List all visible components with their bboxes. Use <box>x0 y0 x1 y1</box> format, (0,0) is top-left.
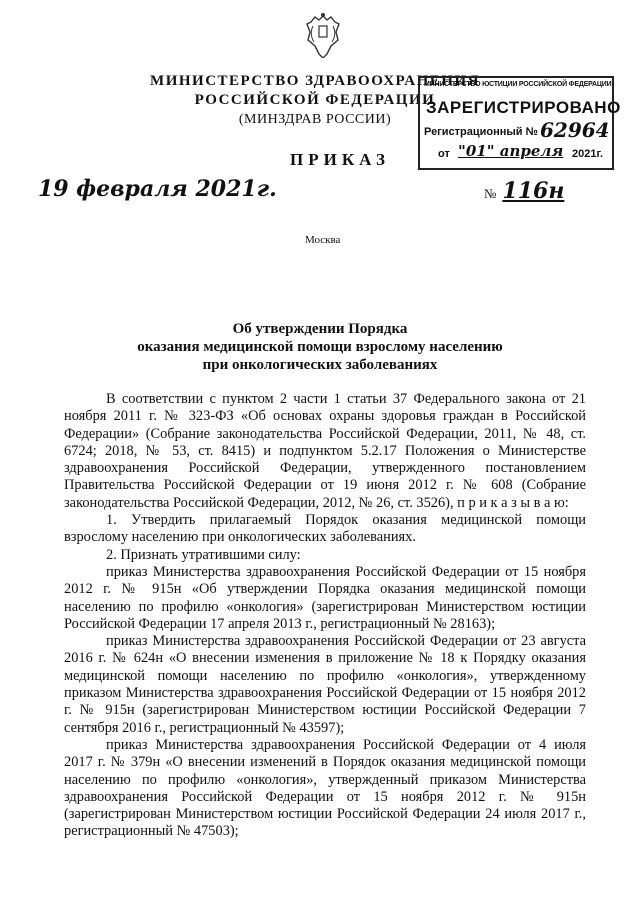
stamp-date-hand: "01" апреля <box>458 142 564 160</box>
item-1-paragraph: 1. Утвердить прилагаемый Порядок оказания медицинской помощи взрослому населению при онкологических заболеваниях. <box>64 512 586 546</box>
stamp-date-label: от <box>438 148 450 160</box>
ministry-short-name: (МИНЗДРАВ РОССИИ) <box>238 112 392 127</box>
stamp-year: 2021г. <box>572 148 604 160</box>
item-2-paragraph: 2. Признать утратившими силу: <box>106 546 301 563</box>
order-number-value: 116н <box>502 178 565 204</box>
order-number <box>484 178 564 204</box>
repealed-order-1: приказ Министерства здравоохранения Российской Федерации от 15 ноября 2012 г. № 915н «Об утверждении Порядка оказания медицинской помощи населению по профилю «онкология» (зарегистрирован Министерством юстиции Российской Федерации 17 апреля 2013 г., регистрационный № 28163); <box>64 563 586 632</box>
stamp-reg-number: 62964 <box>540 118 610 142</box>
ministry-name-line2: РОССИЙСКОЙ ФЕДЕРАЦИИ <box>194 92 436 108</box>
document-title-line2: оказания медицинской помощи взрослому населению <box>137 339 503 355</box>
repealed-order-3: приказ Министерства здравоохранения Российской Федерации от 4 июля 2017 г. № 379н «О внесении изменений в Порядок оказания медицинской помощи населению по профилю «онкология», утвержденный приказом Министерства здравоохранения Российской Федерации от 15 ноября 2012 г. № 915н (зарегистрирован Министерством юстиции Российской Федерации 24 июля 2017 г., регистрационный № 47503); <box>64 736 586 840</box>
emblem-icon <box>305 12 341 58</box>
stamp-org: МИНИСТЕРСТВО ЮСТИЦИИ РОССИЙСКОЙ ФЕДЕРАЦИИ <box>424 81 612 88</box>
document-title-line3: при онкологических заболеваниях <box>202 357 438 373</box>
document-body <box>64 391 586 841</box>
order-number-label: № <box>484 186 497 201</box>
stamp-registered: ЗАРЕГИСТРИРОВАНО <box>426 98 621 117</box>
order-title: ПРИКАЗ <box>290 150 390 169</box>
document-title-line1: Об утверждении Порядка <box>232 321 408 337</box>
registration-stamp <box>418 76 621 170</box>
city: Москва <box>305 234 341 246</box>
repealed-order-2: приказ Министерства здравоохранения Российской Федерации от 23 августа 2016 г. № 624н «О внесении изменения в приложение № 18 к Порядку оказания медицинской помощи населению по профилю «онкология», утвержденному приказом Министерства здравоохранения Российской Федерации от 15 ноября 2012 г. № 915н (зарегистрирован Министерством юстиции Российской Федерации 7 сентября 2016 г., регистрационный № 43597); <box>64 633 586 736</box>
document-title <box>80 320 560 374</box>
ministry-name-line1: МИНИСТЕРСТВО ЗДРАВООХРАНЕНИЯ <box>150 73 480 89</box>
order-date: 19 февраля 2021г. <box>38 176 277 202</box>
stamp-reg-label: Регистрационный № <box>424 126 538 138</box>
preamble-paragraph: В соответствии с пунктом 2 части 1 статьи 37 Федерального закона от 21 ноября 2011 г. № 323-ФЗ «Об основах охраны здоровья граждан в Российской Федерации» (Собрание законодательства Российской Федерации, 2011, № 48, ст. 6724; 2018, № 53, ст. 8415) и подпунктом 5.2.17 Положения о Министерстве здравоохранения Российской Федерации, утвержденного постановлением Правительства Российской Федерации от 19 июня 2012 г. № 608 (Собрание законодательства Российской Федерации, 2012, № 26, ст. 3526), п р и к а з ы в а ю: <box>64 391 586 511</box>
